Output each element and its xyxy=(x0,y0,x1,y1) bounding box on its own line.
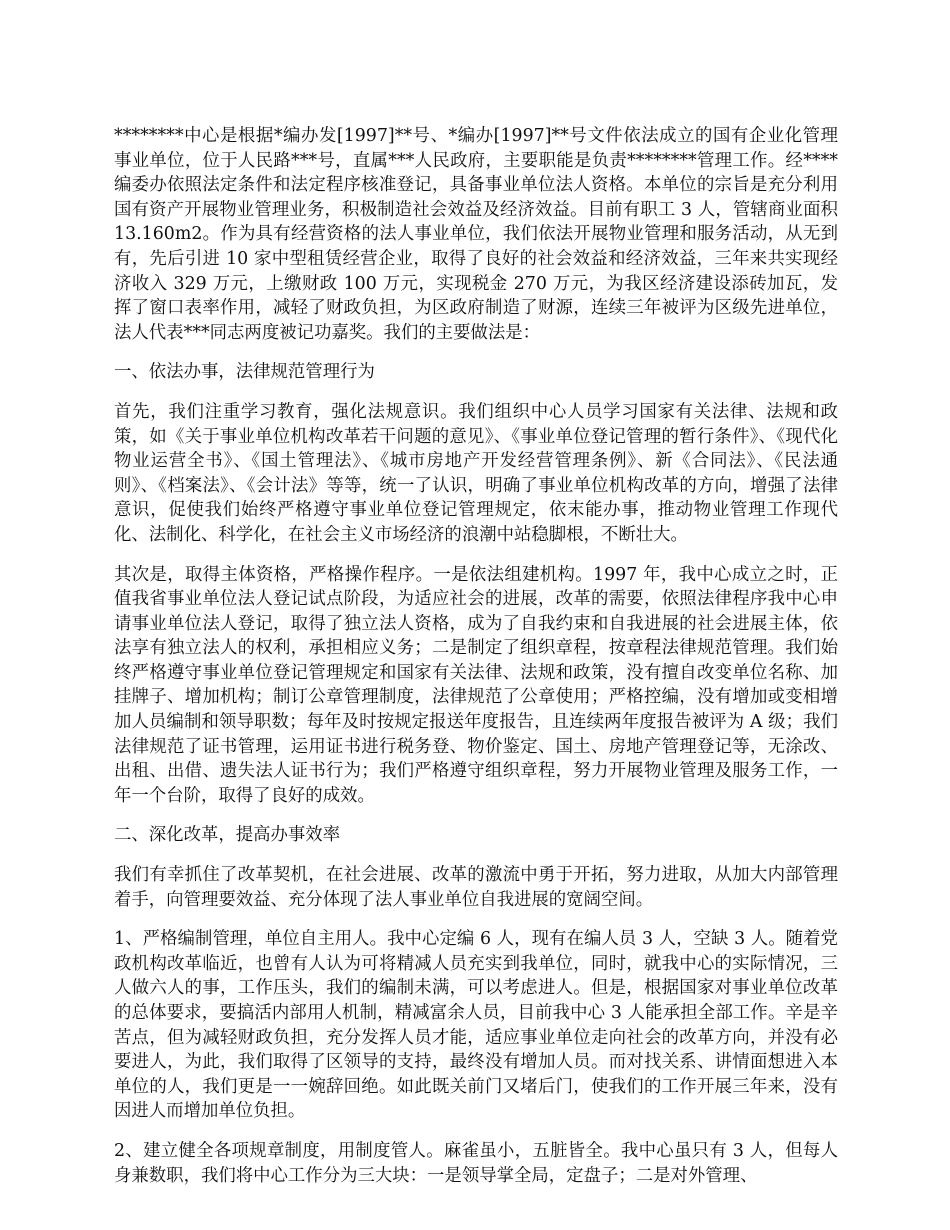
document-page xyxy=(114,124,838,1203)
paragraph-study-education: 首先，我们注重学习教育，强化法规意识。我们组织中心人员学习国家有关法律、法规和政策，如《关于事业单位机构改革若干问题的意见》、《事业单位登记管理的暂行条件》、《现代化物业运营全书》、《国土管理法》、《城市房地产开发经营管理条例》、新《合同法》、《民法通则》、《档案法》、《会计法》等等，统一了认识，明确了事业单位机构改革的方向，增强了法律意识，促使我们始终严格遵守事业单位登记管理规定，依末能办事，推动物业管理工作现代化、法制化、科学化，在社会主义市场经济的浪潮中站稳脚根，不断壮大。 xyxy=(114,401,838,545)
paragraph-reform-intro: 我们有幸抓住了改革契机，在社会进展、改革的激流中勇于开拓，努力进取，从加大内部管理着手，向管理要效益、充分体现了法人事业单位自我进展的宽阔空间。 xyxy=(114,865,838,910)
paragraph-legal-entity: 其次是，取得主体资格，严格操作程序。一是依法组建机构。1997 年，我中心成立之时，正值我省事业单位法人登记试点阶段，为适应社会的进展，改革的需要，依照法律程序我中心申请事业单位法人登记，取得了独立法人资格，成为了自我约束和自我进展的社会进展主体，依法享有独立法人的权利，承担相应义务；二是制定了组织章程，按章程法律规范管理。我们始终严格遵守事业单位登记管理规定和国家有关法律、法规和政策，没有擅自改变单位名称、加挂牌子、增加机构；制订公章管理制度，法律规范了公章使用；严格控编，没有增加或变相增加人员编制和领导职数；每年及时按规定报送年度报告，且连续两年度报告被评为 A 级；我们法律规范了证书管理，运用证书进行税务登、物价鉴定、国土、房地产管理登记等，无涂改、出租、出借、遗失法人证书行为；我们严格遵守组织章程，努力开展物业管理及服务工作，一年一个台阶，取得了良好的成效。 xyxy=(114,564,838,806)
section-heading-1: 一、依法办事，法律规范管理行为 xyxy=(114,362,375,383)
section-heading-2: 二、深化改革，提高办事效率 xyxy=(114,825,341,846)
paragraph-regulations: 2、建立健全各项规章制度，用制度管人。麻雀虽小，五脏皆全。我中心虽只有 3 人，但每人身兼数职，我们将中心工作分为三大块：一是领导掌全局，定盘子；二是对外管理、 xyxy=(114,1140,838,1186)
paragraph-staffing: 1、严格编制管理，单位自主用人。我中心定编 6 人，现有在编人员 3 人，空缺 3 人。随着党政机构改革临近，也曾有人认为可将精减人员充实到我单位，同时，就我中心的实际情况，三人做六人的事，工作压头，我们的编制未满，可以考虑进人。但是，根据国家对事业单位改革的总体要求，要搞活内部用人机制，精减富余人员，目前我中心 3 人能承担全部工作。辛是辛苦点，但为减轻财政负担，充分发挥人员才能，适应事业单位走向社会的改革方向，并没有必要进人，为此，我们取得了区领导的支持，最终没有增加人员。而对找关系、讲情面想进入本单位的人，我们更是一一婉辞回绝。如此既关前门又堵后门，使我们的工作开展三年来，没有因进人而增加单位负担。 xyxy=(114,929,838,1122)
intro-paragraph: ********中心是根据*编办发[1997]**号、*编办[1997]**号文件依法成立的国有企业化管理事业单位，位于人民路***号，直属***人民政府，主要职能是负责********管理工作。经****编委办依照法定条件和法定程序核准登记，具备事业单位法人资格。本单位的宗旨是充分利用国有资产开展物业管理业务，积极制造社会效益及经济效益。目前有职工 3 人，管辖商业面积 13.160m2。作为具有经营资格的法人事业单位，我们依法开展物业管理和服务活动，从无到有，先后引进 10 家中型租赁经营企业，取得了良好的社会效益和经济效益，三年来共实现经济收入 329 万元，上缴财政 100 万元，实现税金 270 万元，为我区经济建设添砖加瓦，发挥了窗口表率作用，减轻了财政负担，为区政府制造了财源，连续三年被评为区级先进单位，法人代表***同志两度被记功嘉奖。我们的主要做法是： xyxy=(114,126,838,343)
